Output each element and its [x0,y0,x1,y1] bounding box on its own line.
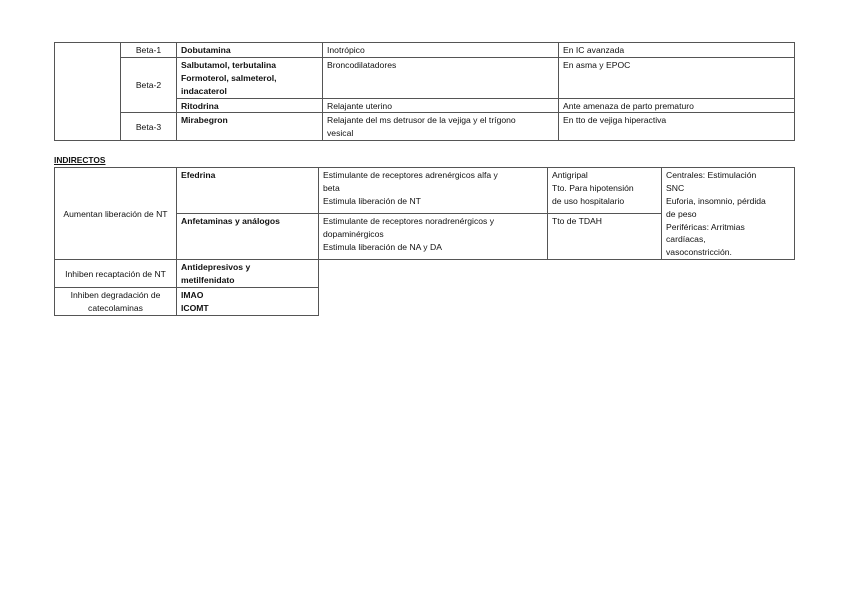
use-cell [548,168,662,214]
effect-line: Estimula liberación de NA y DA [323,241,442,252]
adverse-line: Centrales: Estimulación [666,170,757,180]
table-row [55,113,795,141]
drug-line: metilfenidato [181,275,235,286]
effect-line: Relajante del ms detrusor de la vejiga y el trígono [327,115,516,126]
drug-line: Formoterol, salmeterol, [181,72,277,83]
drug-cell: Mirabegron [177,113,323,141]
use-cell: Tto de TDAH [548,214,662,260]
receptor-cell: Beta-2 [121,57,177,113]
table-row [55,288,795,316]
effect-line: Estimulante de receptores noradrenérgicos y [323,216,495,227]
effect-cell: Inotrópico [323,43,559,58]
table-row [55,260,795,288]
adverse-line: Periféricas: Arritmias [666,221,745,232]
blank-area [319,260,795,288]
drug-cell: Ritodrina [177,98,323,113]
effect-line: beta [323,182,340,193]
effect-line: dopaminérgicos [323,229,384,239]
indication-cell: En IC avanzada [559,43,795,58]
effect-line: Estimulante de receptores adrenérgicos alfa y [323,170,498,180]
use-line: de uso hospitalario [552,195,625,206]
effect-cell [323,113,559,141]
adverse-line: de peso [666,208,697,219]
drug-line: Salbutamol, terbutalina [181,59,277,70]
drug-cell: Dobutamina [177,43,323,58]
empty-group-cell [55,43,121,141]
drug-line: ICOMT [181,302,209,313]
section-heading-indirect: INDIRECTOS [54,155,106,165]
mechanism-cell: Inhiben degradación de catecolaminas [55,288,177,316]
table-row [55,43,795,58]
effect-cell [319,168,548,214]
adverse-line: Euforia, insomnio, pérdida [666,195,766,206]
mechanism-cell: Aumentan liberación de NT [55,168,177,260]
effect-cell [319,214,548,260]
table-row [55,168,795,214]
indirect-agonists-table [54,167,795,316]
mechanism-cell: Inhiben recaptación de NT [55,260,177,288]
adverse-line: cardíacas, [666,234,706,245]
direct-agonists-table [54,42,795,141]
use-line: Tto. Para hipotensión [552,182,634,193]
effect-line: vesical [327,128,354,139]
drug-cell [177,288,319,316]
table-row [55,57,795,98]
blank-area [319,288,795,316]
drug-cell: Anfetaminas y análogos [177,214,319,260]
drug-line: IMAO [181,290,204,301]
drug-cell: Efedrina [177,168,319,214]
indication-cell: En asma y EPOC [559,57,795,98]
adverse-effects-cell [662,168,795,260]
adverse-line: vasoconstricción. [666,247,732,258]
effect-cell: Broncodilatadores [323,57,559,98]
use-line: Antigripal [552,170,588,180]
drug-cell [177,260,319,288]
indication-cell: En tto de vejiga hiperactiva [559,113,795,141]
adverse-line: SNC [666,182,685,193]
drug-line: indacaterol [181,85,227,96]
receptor-cell: Beta-1 [121,43,177,58]
drug-line: Antidepresivos y [181,262,251,273]
effect-cell: Relajante uterino [323,98,559,113]
effect-line: Estimula liberación de NT [323,195,421,206]
indication-cell: Ante amenaza de parto prematuro [559,98,795,113]
receptor-cell: Beta-3 [121,113,177,141]
drug-cell [177,57,323,98]
